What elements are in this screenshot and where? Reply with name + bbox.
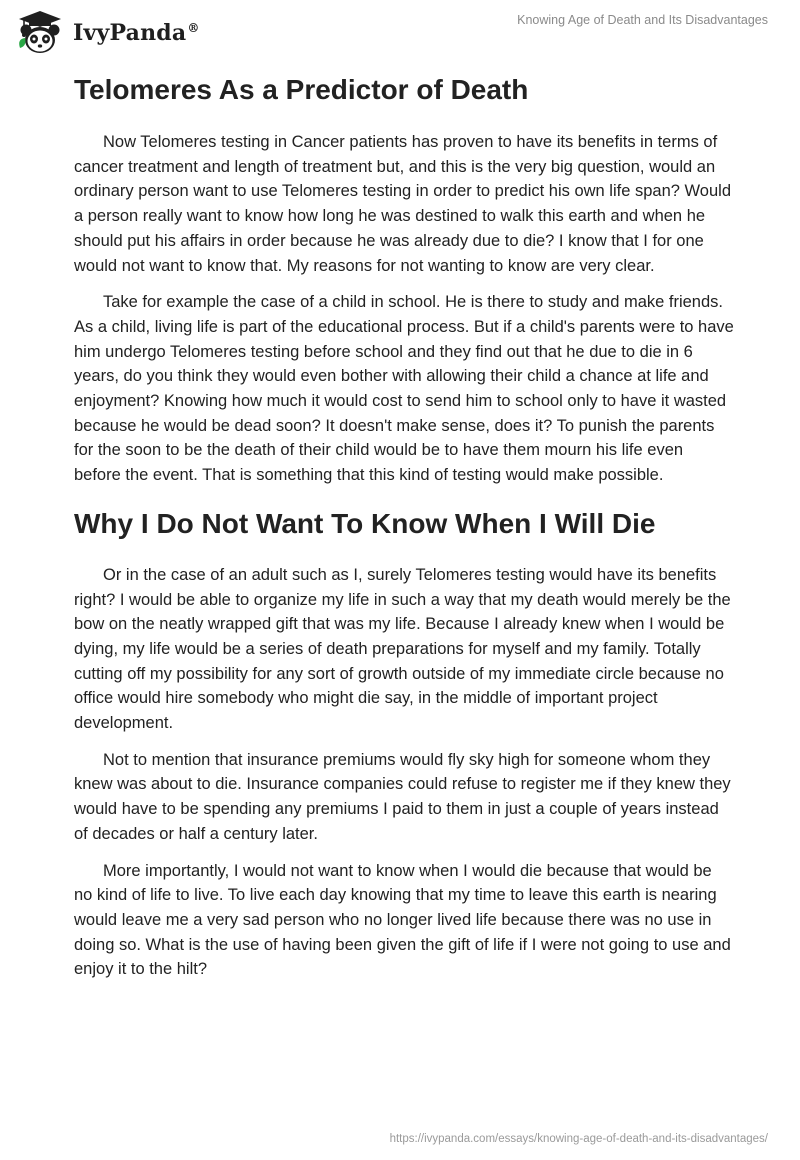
section-2-paragraph-3: More importantly, I would not want to know when I would die because that would be no kind of life to live. To live each day knowing that my time to leave this earth is nearing would leave me a very sad person who no longer lived life because there was no use in doing so. What is the use of having been given the gift of life if I were not going to use and enjoy it to the hilt? [74, 861, 731, 979]
brand-name [73, 20, 200, 46]
brand-name-text: IvyPanda [73, 20, 187, 46]
section-2-paragraph-1: Or in the case of an adult such as I, surely Telomeres testing would have its benefits right? I would be able to organize my life in such a way that my death would merely be the bow on the neatly wrapped gift that was my life. Because I already knew when I would be dying, my life would be a series of death preparations for myself and my family. Totally cutting off my possibility for any sort of growth outside of my immediate circle because no office would hire somebody who might die say, in the middle of important project development. [74, 565, 731, 733]
page-header [0, 0, 800, 68]
registered-mark: ® [187, 20, 200, 35]
section-2-paragraph-2: Not to mention that insurance premiums would fly sky high for someone whom they knew was about to die. Insurance companies could refuse to register me if they knew they would have to be spending any premiums I paid to them in just a couple of years instead of decades or half a century later. [74, 750, 731, 843]
section-1-paragraph-2: Take for example the case of a child in school. He is there to study and make friends. As a child, living life is part of the educational process. But if a child's parents were to have him undergo Telomeres testing before school and they find out that he due to die in 6 years, do you think they would even bother with allowing their child a chance at life and enjoyment? Knowing how much it would cost to send him to school only to have it wasted because he would be dead soon? It doesn't make sense, does it? To punish the parents for the soon to be the death of their child would be to have them mourn his life even before the event. That is something that this kind of testing would make possible. [74, 293, 734, 485]
essay-content [74, 72, 734, 982]
section-heading-1: Telomeres As a Predictor of Death [74, 74, 529, 105]
brand-logo[interactable] [15, 8, 200, 58]
source-url[interactable]: https://ivypanda.com/essays/knowing-age-of-death-and-its-disadvantages/ [389, 1133, 768, 1145]
section-heading-2: Why I Do Not Want To Know When I Will Die [74, 507, 656, 539]
section-1-paragraph-1: Now Telomeres testing in Cancer patients has proven to have its benefits in terms of cancer treatment and length of treatment but, and this is the very big question, would an ordinary person want to use Telomeres testing in order to predict his own life span? Would a person really want to know how long he was destined to walk this earth and when he should put his affairs in order because he was already due to die? I know that I for one would not want to know that. My reasons for not wanting to know are very clear. [74, 133, 731, 275]
document-title: Knowing Age of Death and Its Disadvantages [517, 13, 768, 27]
panda-graduate-icon [15, 8, 65, 58]
